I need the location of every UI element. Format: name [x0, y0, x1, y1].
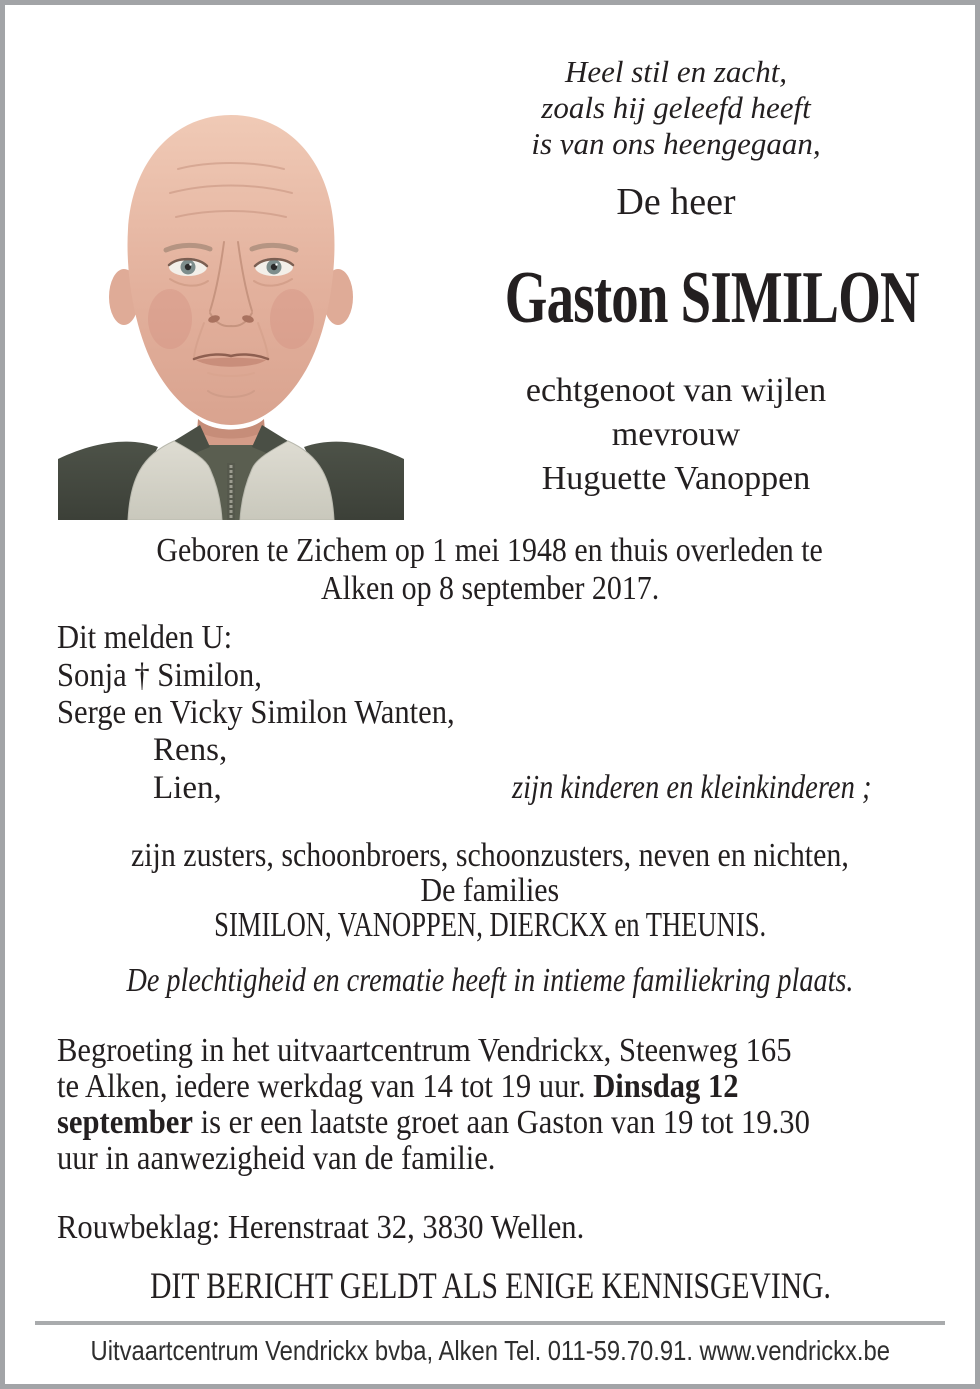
family-grandchild-1: Rens, [153, 731, 228, 768]
visitation-line-2: te Alken, iedere werkdag van 14 tot 19 uur. Dinsdag 12 [57, 1068, 739, 1105]
verse-line-1: Heel stil en zacht, [564, 54, 788, 89]
life-dates-line-2: Alken op 8 september 2017. [320, 570, 660, 607]
header-column [432, 54, 920, 501]
relation-note: zijn kinderen en kleinkinderen ; [512, 769, 872, 806]
verse-line-3: is van ons heengegaan, [531, 126, 821, 161]
relatives-line: zijn zusters, schoonbroers, schoonzusters, neven en nichten, [131, 837, 849, 874]
life-dates [5, 532, 975, 608]
visitation-bold-date: Dinsdag 12 [593, 1068, 739, 1105]
footer-divider [35, 1321, 945, 1325]
deceased-name: Gaston SIMILON [504, 257, 919, 339]
family-child-2: Serge en Vicky Similon Wanten, [57, 694, 455, 731]
footer-contact: Uitvaartcentrum Vendrickx bvba, Alken Tel. 011-59.70.91. www.vendrickx.be [90, 1335, 890, 1366]
visitation-bold-month: september [57, 1104, 193, 1141]
spouse-name: Huguette Vanoppen [541, 460, 811, 497]
verse-line-2: zoals hij geleefd heeft [541, 90, 811, 125]
families-label: De families [420, 871, 560, 909]
family-list [57, 619, 937, 808]
spouse-block [432, 369, 920, 501]
relatives-block [5, 839, 975, 943]
visitation-line-1: Begroeting in het uitvaartcentrum Vendrickx, Steenweg 165 [57, 1032, 792, 1069]
family-grandchild-2: Lien, [153, 770, 222, 806]
portrait-photo [58, 107, 404, 520]
sole-notice: DIT BERICHT GELDT ALS ENIGE KENNISGEVING. [149, 1266, 831, 1307]
family-grandchild-2-row [57, 769, 937, 808]
life-dates-line-1: Geboren te Zichem op 1 mei 1948 en thuis overleden te [156, 532, 824, 569]
ceremony-note: De plechtigheid en crematie heeft in intieme familiekring plaats. [126, 962, 854, 999]
family-intro: Dit melden U: [57, 619, 233, 656]
visitation-paragraph [57, 1033, 894, 1177]
spouse-prefix: echtgenoot van wijlen [525, 372, 827, 409]
family-names: SIMILON, VANOPPEN, DIERCKX en THEUNIS. [213, 905, 766, 944]
family-child-1: Sonja † Similon, [57, 656, 262, 694]
salutation: De heer [616, 181, 736, 223]
spouse-title: mevrouw [611, 416, 741, 453]
opening-verse [432, 54, 920, 162]
deceased-name-line [432, 258, 920, 338]
visitation-line-3: september is er een laatste groet aan Gaston van 19 tot 19.30 [57, 1104, 810, 1141]
condolence-address: Rouwbeklag: Herenstraat 32, 3830 Wellen. [57, 1209, 585, 1246]
visitation-line-4: uur in aanwezigheid van de familie. [57, 1140, 496, 1177]
